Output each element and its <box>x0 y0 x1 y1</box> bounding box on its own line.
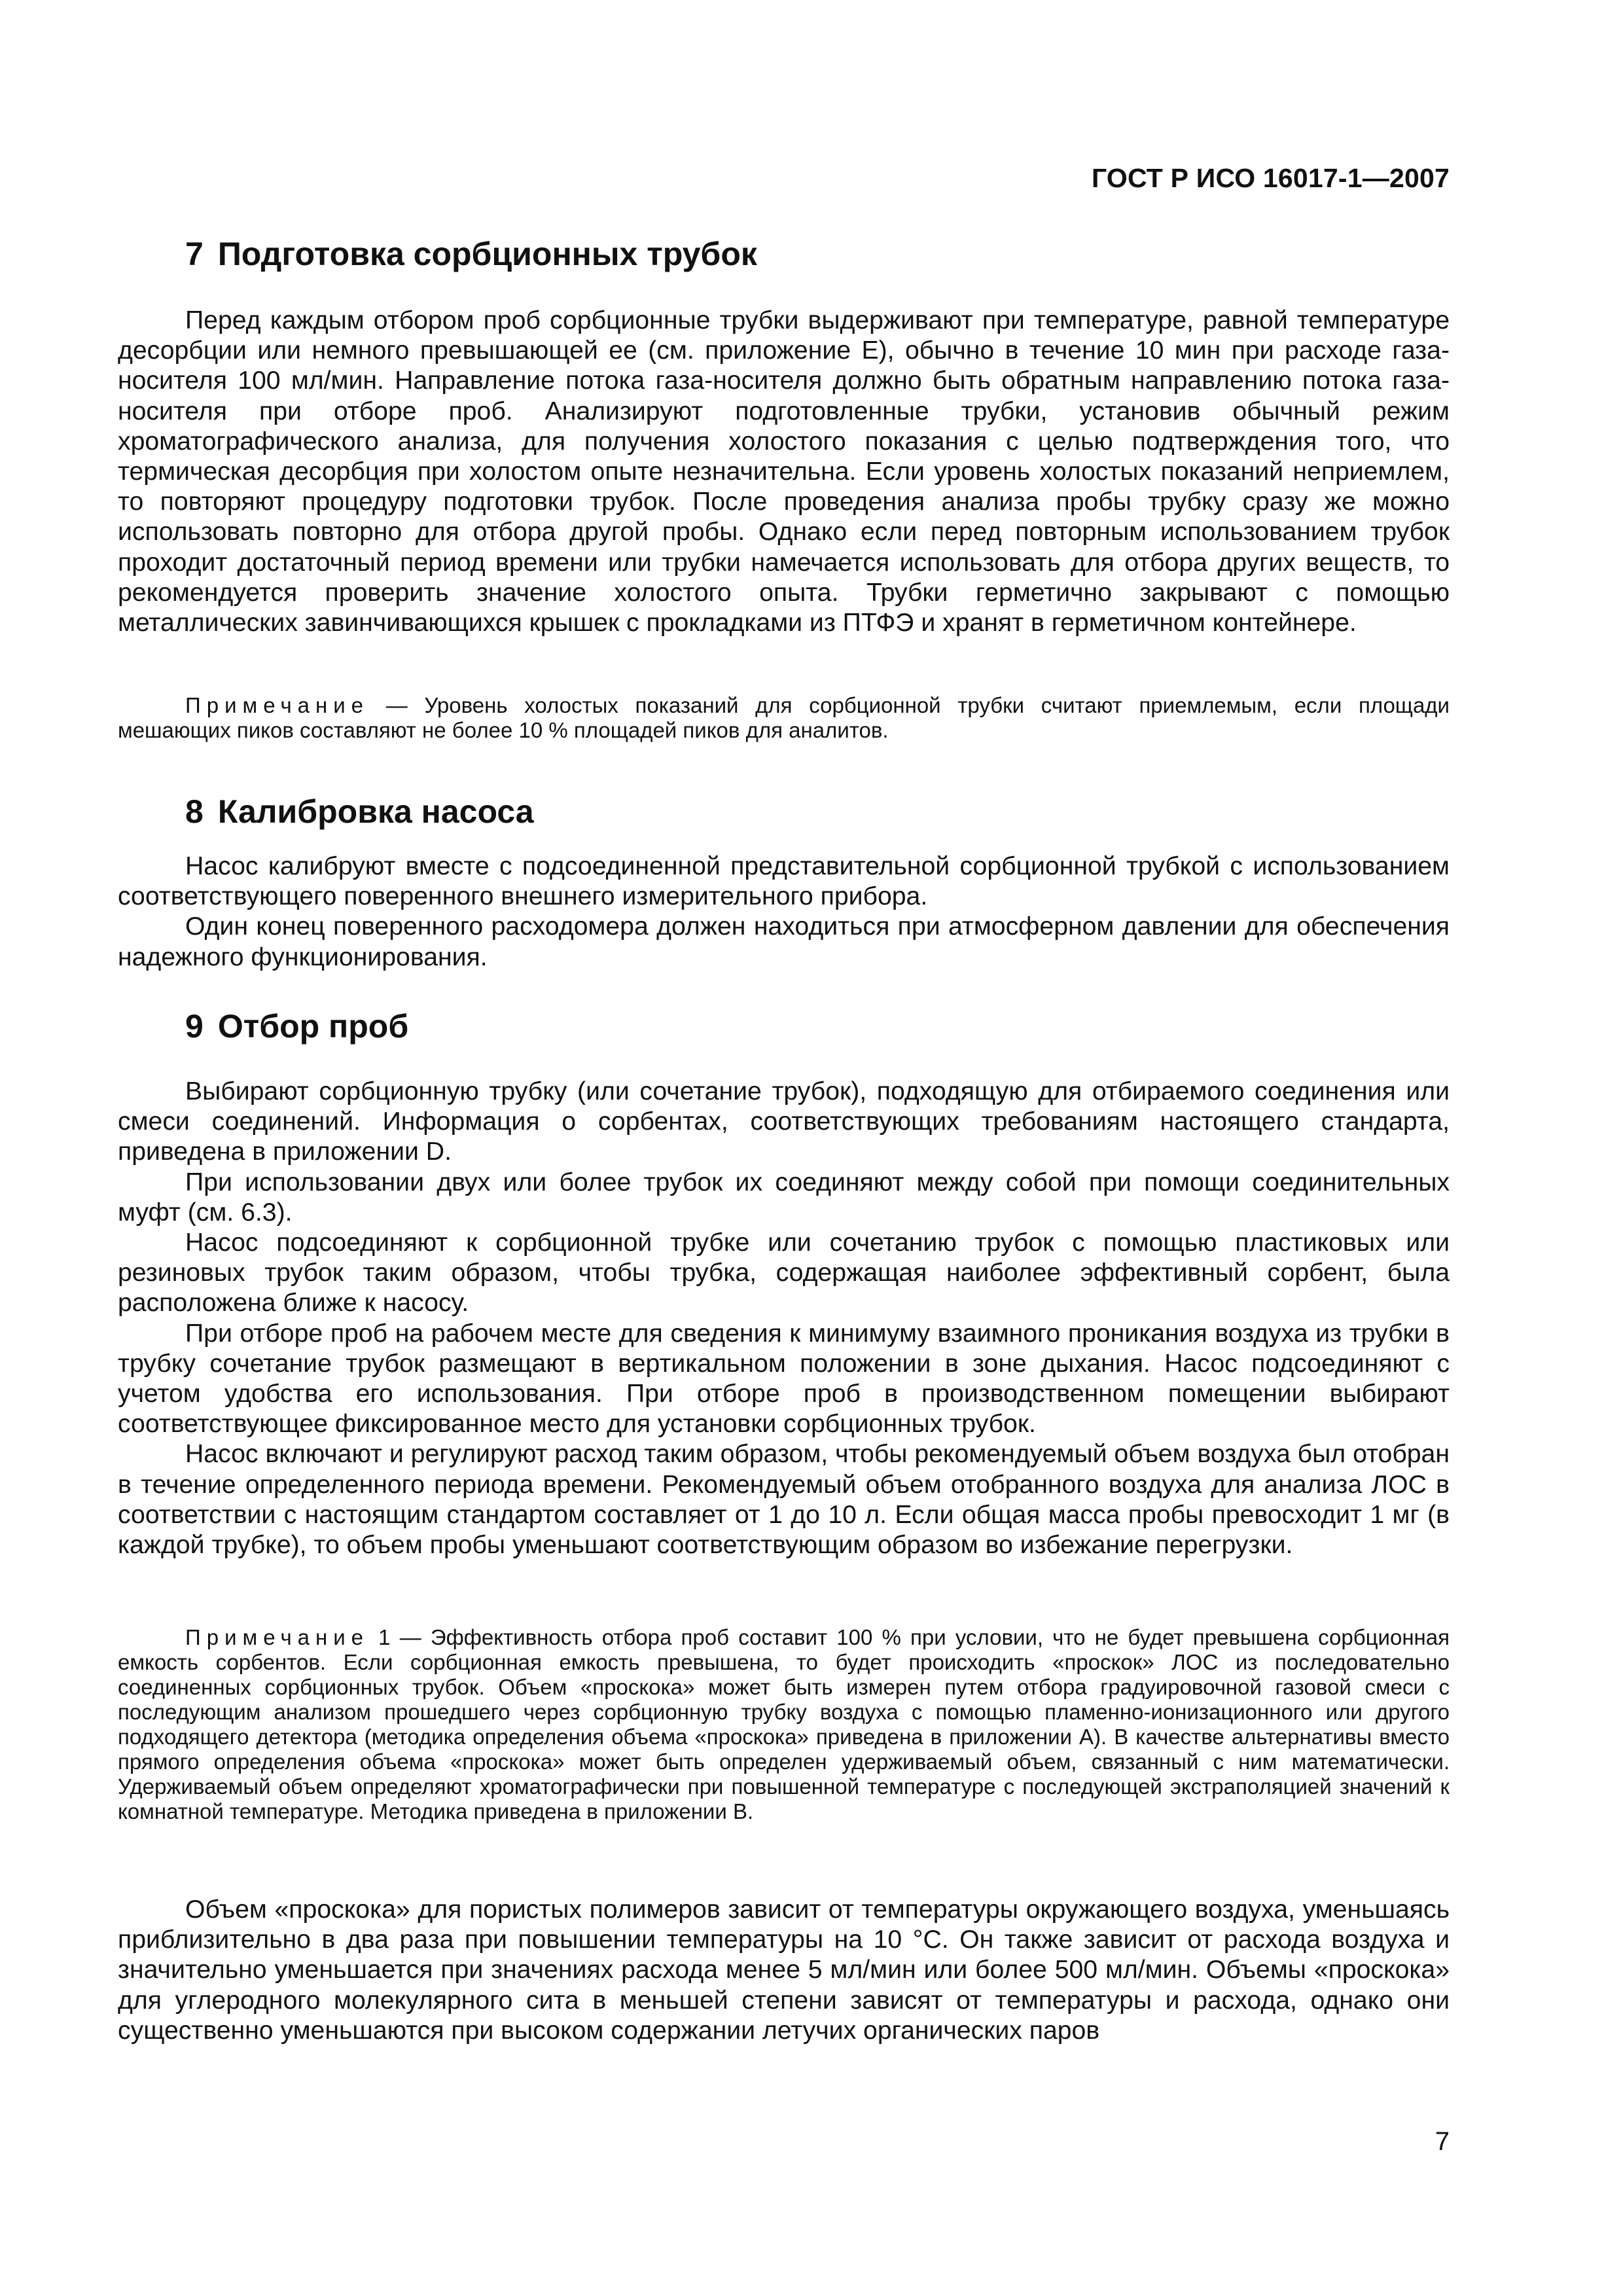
note-label: Примечание <box>185 693 370 717</box>
section-9-heading <box>185 1007 408 1046</box>
section-7-heading <box>185 234 757 274</box>
section-title: Калибровка насоса <box>217 793 534 830</box>
paragraph: Объем «проскока» для пористых полимеров зависит от температуры окружающего воздуха, уменьшаясь приблизительно в два раза при повышении температуры на 10 °C. Он также зависит от расхода воздуха и значительно уменьшается при значениях расхода менее 5 мл/мин или более 500 мл/мин. Объемы «проскока» для углеродного молекулярного сита в меньшей степени зависят от температуры и расхода, однако они существенно уменьшаются при высоком содержании летучих органических паров <box>118 1895 1450 2045</box>
paragraph: Насос включают и регулируют расход таким образом, чтобы рекомендуемый объем воздуха был отобран в течение определенного периода времени. Рекомендуемый объем отобранного воздуха для анализа ЛОС в соответствии с настоящим стандартом составляет от 1 до 10 л. Если общая масса пробы превосходит 1 мг (в каждой трубке), то объем пробы уменьшают соответствующим образом во избежание перегрузки. <box>118 1440 1450 1560</box>
paragraph: Насос калибруют вместе с подсоединенной представительной сорбционной трубкой с использованием соответствующего поверенного внешнего измерительного прибора. <box>118 852 1450 911</box>
note-text: — Уровень холостых показаний для сорбционной трубки считают приемлемым, если площади мешающих пиков составляют не более 10 % площадей пиков для аналитов. <box>118 693 1450 742</box>
paragraph: Выбирают сорбционную трубку (или сочетание трубок), подходящую для отбираемого соединения или смеси соединений. Информация о сорбентах, соответствующих требованиям настоящего стандарта, приведена в приложении D. <box>118 1077 1450 1166</box>
section-8-body <box>118 852 1450 973</box>
section-title: Отбор проб <box>217 1008 409 1045</box>
section-7-body <box>118 306 1450 638</box>
section-9-note <box>118 1625 1450 1824</box>
note-paragraph <box>118 1625 1450 1824</box>
paragraph: Один конец поверенного расходомера должен находиться при атмосферном давлении для обеспечения надежного функционирования. <box>118 912 1450 971</box>
section-title: Подготовка сорбционных трубок <box>217 236 757 272</box>
note-label: Примечание <box>185 1625 370 1649</box>
note-text: 1 — Эффективность отбора проб составит 100 % при условии, что не будет превышена сорбционная емкость сорбентов. Если сорбционная емкость превышена, то будет происходить «проскок» ЛОС из последовательно соединенных сорбционных трубок. Объем «проскока» может быть измерен путем отбора градуировочной газовой смеси с последующим анализом прошедшего через сорбционную трубку воздуха с помощью пламенно-ионизационного или другого подходящего детектора (методика определения объема «проскока» приведена в приложении A). В качестве альтернативы вместо прямого определения объема «проскока» может быть определен удерживаемый объем, связанный с ним математически. Удерживаемый объем определяют хроматографически при повышенной температуре с последующей экстраполяцией значений к комнатной температуре. Методика приведена в приложении B. <box>118 1625 1450 1823</box>
paragraph: Перед каждым отбором проб сорбционные трубки выдерживают при температуре, равной температуре десорбции или немного превышающей ее (см. приложение E), обычно в течение 10 мин при расходе газа-носителя 100 мл/мин. Направление потока газа-носителя должно быть обратным направлению потока газа-носителя при отборе проб. Анализируют подготовленные трубки, установив обычный режим хроматографического анализа, для получения холостого показания с целью подтверждения того, что термическая десорбция при холостом опыте незначительна. Если уровень холостых показаний неприемлем, то повторяют процедуру подготовки трубок. После проведения анализа пробы трубку сразу же можно использовать повторно для отбора другой пробы. Однако если перед повторным использованием трубок проходит достаточный период времени или трубки намечается использовать для отбора других веществ, то рекомендуется проверить значение холостого опыта. Трубки герметично закрывают с помощью металлических завинчивающихся крышек с прокладками из ПТФЭ и хранят в герметичном контейнере. <box>118 306 1450 637</box>
section-9-continuation <box>118 1895 1450 2046</box>
page-number: 7 <box>1435 2127 1450 2156</box>
section-number: 7 <box>185 236 204 272</box>
paragraph: Насос подсоединяют к сорбционной трубке или сочетанию трубок с помощью пластиковых или резиновых трубок таким образом, чтобы трубка, содержащая наиболее эффективный сорбент, была расположена ближе к насосу. <box>118 1229 1450 1318</box>
section-9-body <box>118 1077 1450 1560</box>
paragraph: При отборе проб на рабочем месте для сведения к минимуму взаимного проникания воздуха из трубки в трубку сочетание трубок размещают в вертикальном положении в зоне дыхания. Насос подсоединяют с учетом удобства его использования. При отборе проб в производственном помещении выбирают соответствующее фиксированное место для установки сорбционных трубок. <box>118 1319 1450 1439</box>
paragraph: При использовании двух или более трубок их соединяют между собой при помощи соединительных муфт (см. 6.3). <box>118 1168 1450 1227</box>
note-paragraph <box>118 693 1450 743</box>
section-7-note <box>118 693 1450 743</box>
section-number: 9 <box>185 1008 204 1045</box>
section-8-heading <box>185 792 534 831</box>
section-number: 8 <box>185 793 204 830</box>
document-code: ГОСТ Р ИСО 16017-1—2007 <box>1092 163 1450 193</box>
